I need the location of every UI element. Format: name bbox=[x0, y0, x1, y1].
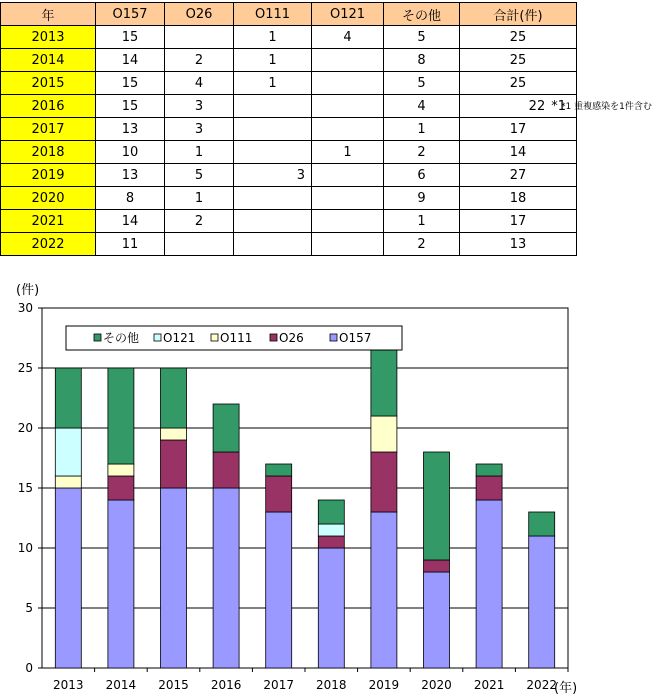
legend-label: O157 bbox=[339, 331, 372, 345]
x-axis-unit-label: (年) bbox=[554, 681, 578, 696]
total-value: 25 bbox=[509, 29, 527, 45]
bar-segment-O121 bbox=[55, 428, 81, 476]
total-value: 17 bbox=[509, 121, 527, 137]
cell-o111: 1 bbox=[234, 72, 312, 95]
bar-segment-O111 bbox=[161, 428, 187, 440]
y-tick-label: 20 bbox=[17, 421, 33, 435]
cell-total bbox=[460, 26, 577, 49]
cell-year: 2021 bbox=[1, 210, 96, 233]
total-value: 25 bbox=[509, 75, 527, 91]
y-tick-label: 25 bbox=[17, 361, 33, 375]
y-axis-unit-label: (件) bbox=[16, 283, 40, 298]
bar-segment-O26 bbox=[318, 536, 344, 548]
legend-swatch bbox=[94, 334, 101, 341]
legend-label: その他 bbox=[103, 331, 140, 345]
cell-o157: 10 bbox=[96, 141, 165, 164]
cell-o111 bbox=[234, 95, 312, 118]
x-tick-label: 2021 bbox=[473, 678, 505, 690]
total-value: 18 bbox=[509, 190, 527, 206]
x-tick-label: 2022 bbox=[526, 678, 557, 690]
x-tick-label: 2019 bbox=[368, 678, 400, 690]
header-o121: O121 bbox=[312, 3, 384, 26]
cell-year: 2015 bbox=[1, 72, 96, 95]
legend-swatch bbox=[211, 334, 218, 341]
cell-year: 2019 bbox=[1, 164, 96, 187]
total-value: 25 bbox=[509, 52, 527, 68]
bar-segment-O157 bbox=[371, 512, 397, 668]
table-row bbox=[1, 49, 577, 72]
x-tick-label: 2018 bbox=[316, 678, 347, 690]
table-row bbox=[1, 187, 577, 210]
cell-o157: 15 bbox=[96, 72, 165, 95]
cell-year: 2020 bbox=[1, 187, 96, 210]
bar-segment-その他 bbox=[529, 512, 555, 536]
cell-total bbox=[460, 233, 577, 256]
bar-segment-O157 bbox=[318, 548, 344, 668]
bar-segment-O26 bbox=[266, 476, 292, 512]
cell-total bbox=[460, 49, 577, 72]
footnote: *1 重複感染を1件含む bbox=[561, 102, 652, 112]
cell-o111: 1 bbox=[234, 26, 312, 49]
cell-other: 6 bbox=[384, 164, 460, 187]
table-header-row bbox=[1, 3, 577, 26]
cell-o121 bbox=[312, 118, 384, 141]
cell-year: 2014 bbox=[1, 49, 96, 72]
cell-o111: 1 bbox=[234, 49, 312, 72]
table-row bbox=[1, 72, 577, 95]
bar-segment-O157 bbox=[476, 500, 502, 668]
bar-segment-O26 bbox=[371, 452, 397, 512]
cell-other: 5 bbox=[384, 26, 460, 49]
bar-segment-O26 bbox=[161, 440, 187, 488]
cell-other: 4 bbox=[384, 95, 460, 118]
bar-segment-O111 bbox=[108, 464, 134, 476]
cell-o157: 14 bbox=[96, 49, 165, 72]
cell-o26: 2 bbox=[165, 210, 234, 233]
cell-o111 bbox=[234, 187, 312, 210]
cell-other: 2 bbox=[384, 141, 460, 164]
total-value: 17 bbox=[509, 213, 527, 229]
y-tick-label: 30 bbox=[17, 301, 33, 315]
bar-segment-その他 bbox=[55, 368, 81, 428]
legend-swatch bbox=[270, 334, 277, 341]
bar-segment-O157 bbox=[108, 500, 134, 668]
y-tick-label: 10 bbox=[17, 541, 33, 555]
bar-segment-その他 bbox=[266, 464, 292, 476]
table-row bbox=[1, 210, 577, 233]
cell-o121 bbox=[312, 210, 384, 233]
header-o157: O157 bbox=[96, 3, 165, 26]
cell-o26: 1 bbox=[165, 187, 234, 210]
bar-segment-その他 bbox=[371, 344, 397, 416]
cell-o157: 13 bbox=[96, 118, 165, 141]
bar-segment-O26 bbox=[213, 452, 239, 488]
cell-o111 bbox=[234, 233, 312, 256]
cell-total bbox=[460, 210, 577, 233]
cell-o26: 3 bbox=[165, 118, 234, 141]
cell-o26 bbox=[165, 26, 234, 49]
cell-total bbox=[460, 95, 577, 118]
x-tick-label: 2016 bbox=[210, 678, 242, 690]
legend-label: O121 bbox=[163, 331, 196, 345]
cell-o121 bbox=[312, 49, 384, 72]
total-value: 14 bbox=[509, 144, 527, 160]
footnote-marker: *1 bbox=[551, 98, 566, 114]
cell-year: 2013 bbox=[1, 26, 96, 49]
y-tick-label: 5 bbox=[25, 601, 33, 615]
cell-o121: 1 bbox=[312, 141, 384, 164]
cell-total bbox=[460, 187, 577, 210]
x-tick-label: 2015 bbox=[158, 678, 189, 690]
header-other: その他 bbox=[384, 3, 460, 26]
cell-year: 2016 bbox=[1, 95, 96, 118]
table-row bbox=[1, 233, 577, 256]
bar-segment-O111 bbox=[55, 476, 81, 488]
cell-o157: 8 bbox=[96, 187, 165, 210]
bar-segment-O111 bbox=[371, 416, 397, 452]
cell-o157: 15 bbox=[96, 26, 165, 49]
bar-segment-O26 bbox=[476, 476, 502, 500]
legend-swatch bbox=[330, 334, 337, 341]
cell-o26: 5 bbox=[165, 164, 234, 187]
table-row bbox=[1, 26, 577, 49]
bar-segment-O26 bbox=[424, 560, 450, 572]
header-o111: O111 bbox=[234, 3, 312, 26]
cell-o121 bbox=[312, 187, 384, 210]
total-value: 27 bbox=[509, 167, 527, 183]
table-row bbox=[1, 95, 577, 118]
legend-swatch bbox=[154, 334, 161, 341]
bar-segment-その他 bbox=[318, 500, 344, 524]
cell-o111 bbox=[234, 141, 312, 164]
bar-segment-その他 bbox=[476, 464, 502, 476]
cell-o121 bbox=[312, 72, 384, 95]
cell-total bbox=[460, 72, 577, 95]
total-value: 13 bbox=[509, 236, 527, 252]
cell-o26 bbox=[165, 233, 234, 256]
bar-segment-O157 bbox=[529, 536, 555, 668]
bar-segment-その他 bbox=[213, 404, 239, 452]
x-tick-label: 2014 bbox=[105, 678, 137, 690]
table-row bbox=[1, 164, 577, 187]
y-tick-label: 0 bbox=[25, 661, 33, 675]
bar-segment-O157 bbox=[266, 512, 292, 668]
bar-segment-O157 bbox=[55, 488, 81, 668]
cell-o157: 14 bbox=[96, 210, 165, 233]
x-tick-label: 2020 bbox=[421, 678, 452, 690]
cell-o157: 13 bbox=[96, 164, 165, 187]
cell-other: 5 bbox=[384, 72, 460, 95]
cell-o111 bbox=[234, 118, 312, 141]
bar-segment-O157 bbox=[161, 488, 187, 668]
data-table bbox=[0, 2, 577, 256]
legend-label: O26 bbox=[279, 331, 304, 345]
header-o26: O26 bbox=[165, 3, 234, 26]
cell-other: 8 bbox=[384, 49, 460, 72]
header-total: 合計(件) bbox=[460, 3, 577, 26]
cell-o111: 3 bbox=[234, 164, 312, 187]
table-row bbox=[1, 141, 577, 164]
legend-label: O111 bbox=[220, 331, 253, 345]
cell-year: 2017 bbox=[1, 118, 96, 141]
total-value: 22 bbox=[528, 98, 546, 114]
cell-total bbox=[460, 164, 577, 187]
cell-o157: 15 bbox=[96, 95, 165, 118]
bar-segment-その他 bbox=[108, 368, 134, 464]
cell-o26: 4 bbox=[165, 72, 234, 95]
bar-segment-その他 bbox=[161, 368, 187, 428]
cell-o26: 3 bbox=[165, 95, 234, 118]
cell-year: 2018 bbox=[1, 141, 96, 164]
cell-o157: 11 bbox=[96, 233, 165, 256]
header-year: 年 bbox=[1, 3, 96, 26]
bar-segment-O157 bbox=[213, 488, 239, 668]
bar-segment-O26 bbox=[108, 476, 134, 500]
cell-total bbox=[460, 118, 577, 141]
bar-segment-O121 bbox=[318, 524, 344, 536]
cell-other: 1 bbox=[384, 210, 460, 233]
cell-year: 2022 bbox=[1, 233, 96, 256]
x-tick-label: 2017 bbox=[263, 678, 294, 690]
cell-other: 1 bbox=[384, 118, 460, 141]
cell-o26: 2 bbox=[165, 49, 234, 72]
table-row bbox=[1, 118, 577, 141]
cell-other: 2 bbox=[384, 233, 460, 256]
table-body bbox=[1, 3, 577, 256]
y-tick-label: 15 bbox=[17, 481, 33, 495]
cell-other: 9 bbox=[384, 187, 460, 210]
cell-total bbox=[460, 141, 577, 164]
bar-segment-その他 bbox=[424, 452, 450, 560]
cell-o111 bbox=[234, 210, 312, 233]
cell-o121 bbox=[312, 164, 384, 187]
cell-o121: 4 bbox=[312, 26, 384, 49]
cell-o121 bbox=[312, 95, 384, 118]
cell-o121 bbox=[312, 233, 384, 256]
stacked-bar-chart bbox=[0, 290, 667, 690]
x-tick-label: 2013 bbox=[53, 678, 84, 690]
cell-o26: 1 bbox=[165, 141, 234, 164]
bar-segment-O157 bbox=[424, 572, 450, 668]
